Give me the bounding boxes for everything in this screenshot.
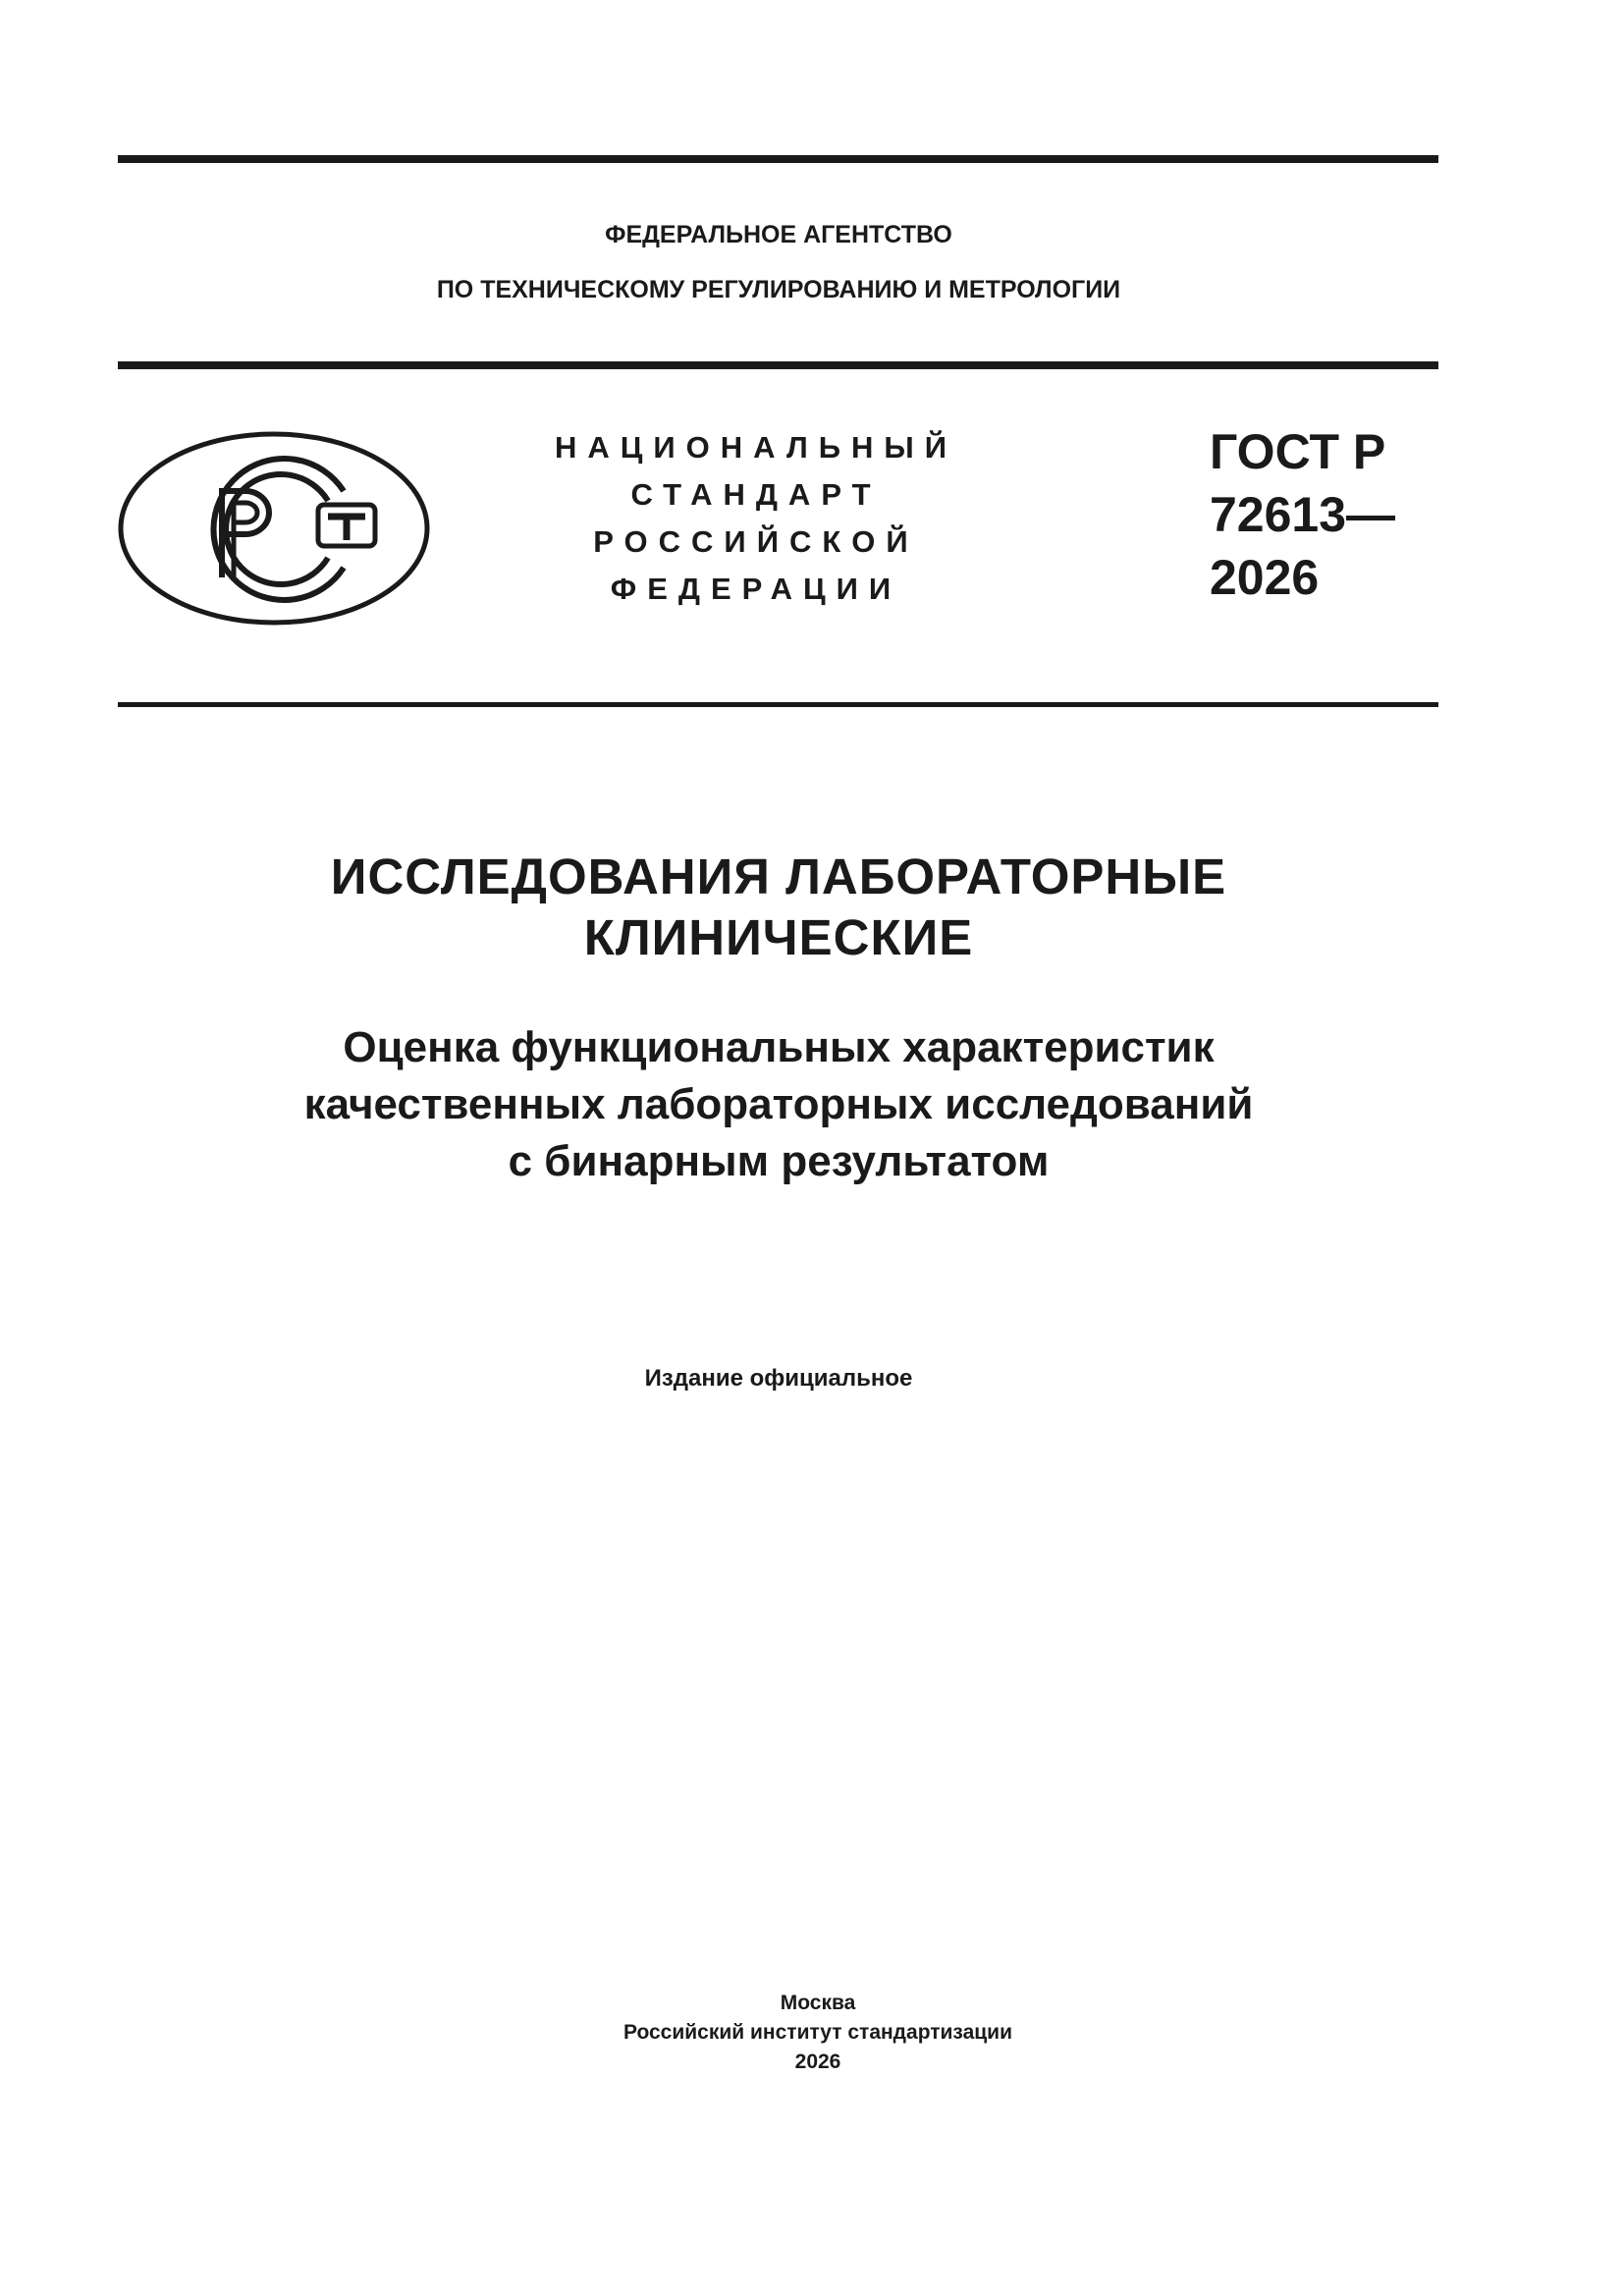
- title-divider: [118, 702, 1438, 707]
- national-standard-line: НАЦИОНАЛЬНЫЙ: [554, 430, 958, 465]
- document-subtitle-line: с бинарным результатом: [508, 1137, 1050, 1185]
- imprint-city: Москва: [780, 1992, 856, 2014]
- gost-r-certification-mark-icon: [118, 430, 430, 627]
- document-title: [0, 847, 1557, 968]
- standard-designation-line: 72613—: [1210, 487, 1396, 542]
- document-subtitle-line: Оценка функциональных характеристик: [343, 1023, 1215, 1071]
- imprint-publisher: Российский институт стандартизации: [622, 2021, 1013, 2044]
- top-divider: [118, 155, 1438, 163]
- national-standard-line: ФЕДЕРАЦИИ: [610, 572, 902, 606]
- imprint: [0, 1989, 1623, 2077]
- agency-name-line-1: ФЕДЕРАЛЬНОЕ АГЕНТСТВО: [605, 221, 952, 248]
- document-title-line: ИССЛЕДОВАНИЯ ЛАБОРАТОРНЫЕ: [330, 848, 1227, 904]
- header-divider: [118, 361, 1438, 369]
- document-subtitle-line: качественных лабораторных исследований: [303, 1080, 1254, 1128]
- document-subtitle: [0, 1019, 1557, 1190]
- standard-designation: [1210, 420, 1395, 609]
- edition-note: Издание официальное: [644, 1365, 913, 1392]
- standard-designation-line: 2026: [1210, 550, 1320, 605]
- agency-name-line-2: ПО ТЕХНИЧЕСКОМУ РЕГУЛИРОВАНИЮ И МЕТРОЛОГИИ: [436, 276, 1121, 303]
- document-title-line: КЛИНИЧЕСКИЕ: [583, 909, 974, 965]
- national-standard-line: СТАНДАРТ: [630, 477, 882, 512]
- standard-designation-line: ГОСТ Р: [1210, 424, 1386, 479]
- national-standard-caption: [535, 424, 977, 613]
- imprint-year: 2026: [794, 2050, 841, 2073]
- national-standard-line: РОССИЙСКОЙ: [593, 524, 919, 559]
